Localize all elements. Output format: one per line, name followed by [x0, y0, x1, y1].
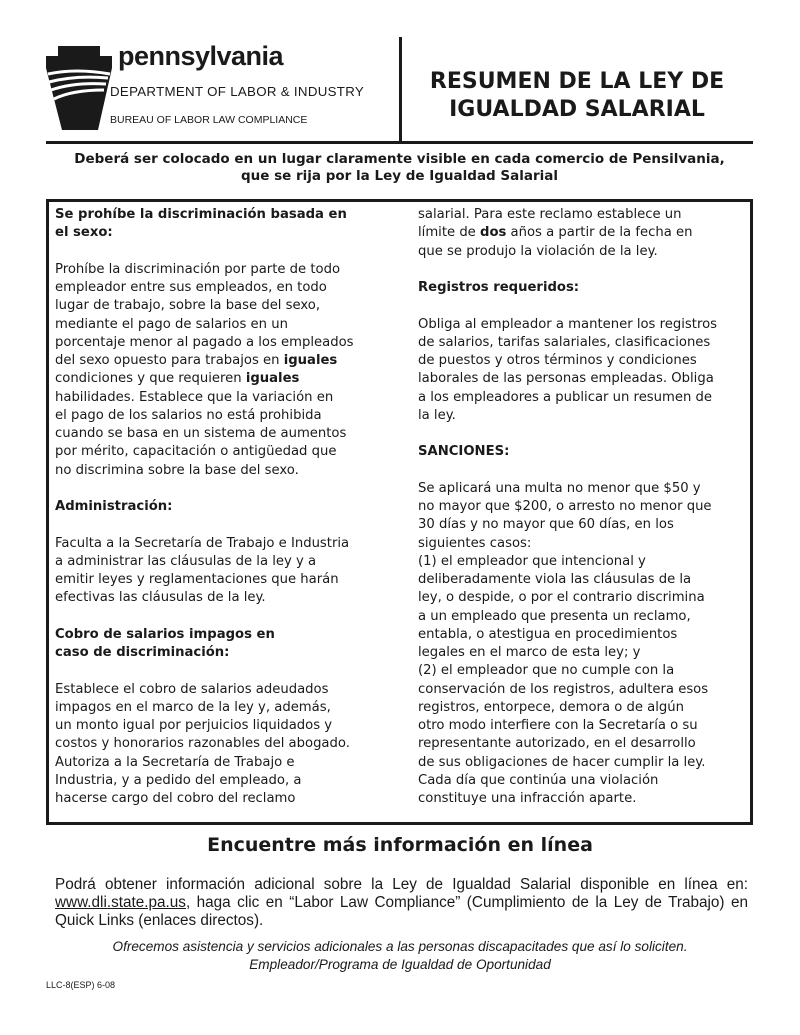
text-line: [418, 261, 717, 279]
bold-text: iguales: [245, 371, 300, 387]
notice-line: Deberá ser colocado en un lugar claramente visible en cada comercio de Pensilvania,: [74, 151, 725, 167]
bold-text: Registros requeridos:: [418, 280, 580, 295]
text-line: [418, 480, 717, 498]
text: años a partir de la fecha en: [506, 225, 693, 241]
text-line: [55, 571, 354, 589]
text: constituye una infracción aparte.: [418, 791, 637, 806]
text-line: [418, 407, 717, 425]
text-line: [55, 735, 354, 753]
text-line: [55, 443, 354, 461]
text: de sus obligaciones de hacer cumplir la ley.: [418, 754, 706, 770]
text: cuando se basa en un sistema de aumentos: [55, 426, 347, 441]
text-line: [55, 224, 354, 242]
text: Prohíbe la discriminación por parte de todo: [55, 261, 341, 277]
text-line: [55, 644, 354, 662]
text: no mayor que $200, o arresto no menor que: [418, 499, 712, 514]
text-line: [55, 352, 354, 370]
text: un monto igual por perjuicios liquidados y: [55, 718, 333, 733]
text-line: [55, 279, 354, 297]
text: otro modo interfiere con la Secretaría o su: [418, 718, 698, 733]
header-divider-vertical: [399, 37, 402, 142]
text: (2) el empleador que no cumple con la: [418, 663, 675, 679]
text: impagos en el marco de la ley y, además,: [55, 699, 331, 715]
text-line: [55, 389, 354, 407]
text: Industria, y a pedido del empleado, a: [55, 772, 302, 788]
paragraph-text: , haga clic en “Labor Law Compliance” (Cumplimiento de la Ley de Trabajo) en Quick Links (enlaces directos).: [55, 894, 748, 929]
text-line: [418, 316, 717, 334]
bold-text: Cobro de salarios impagos en: [55, 626, 275, 642]
text: legales en el marco de esta ley; y: [418, 645, 641, 660]
pa-dli-logo: [46, 41, 366, 134]
text: el pago de los salarios no está prohibida: [55, 407, 322, 423]
more-info-heading: Encuentre más información en línea: [207, 834, 593, 856]
text: a los empleadores a publicar un resumen de: [418, 389, 713, 405]
text: habilidades. Establece que la variación en: [55, 389, 334, 405]
text: condiciones y que requieren: [55, 371, 246, 387]
brand-name: pennsylvania: [118, 41, 284, 71]
text-line: [55, 480, 354, 498]
text-line: [418, 206, 717, 224]
text-line: [55, 608, 354, 626]
text-line: [55, 589, 354, 607]
text-line: [418, 334, 717, 352]
dli-website-link[interactable]: www.dli.state.pa.us: [55, 894, 186, 911]
text: conservación de los registros, adultera esos: [418, 681, 709, 697]
text: porcentaje menor al pagado a los empleados: [55, 334, 354, 350]
text-line: [55, 407, 354, 425]
bold-text: caso de discriminación:: [55, 645, 230, 660]
text: Autoriza a la Secretaría de Trabajo e: [55, 754, 295, 770]
text-line: [418, 462, 717, 480]
text: emitir leyes y reglamentaciones que harán: [55, 572, 339, 587]
text-line: [418, 243, 717, 261]
text: Se aplicará una multa no menor que $50 y: [418, 480, 701, 496]
text-line: [418, 681, 717, 699]
text: Cada día que continúa una violación: [418, 772, 659, 788]
text-line: [418, 516, 717, 534]
text-line: [55, 425, 354, 443]
left-column: [55, 206, 354, 808]
text-line: [55, 297, 354, 315]
bureau-name: BUREAU OF LABOR LAW COMPLIANCE: [110, 114, 308, 126]
text-line: [55, 334, 354, 352]
text-line: [55, 498, 354, 516]
text-line: [55, 316, 354, 334]
text: lugar de trabajo, sobre la base del sexo,: [55, 298, 321, 314]
text-line: [55, 462, 354, 480]
more-info-paragraph: [55, 876, 748, 930]
text-line: [55, 206, 354, 224]
text-line: [55, 790, 354, 808]
department-name: DEPARTMENT OF LABOR & INDUSTRY: [110, 84, 365, 99]
text-line: [418, 279, 717, 297]
text: efectivas las cláusulas de la ley.: [55, 590, 266, 606]
text: salarial. Para este reclamo establece un: [418, 207, 682, 222]
text: laborales de las personas empleadas. Obliga: [418, 371, 714, 387]
text: Establece el cobro de salarios adeudados: [55, 681, 329, 697]
text-line: [55, 535, 354, 553]
text: 30 días y no mayor que 60 días, en los: [418, 517, 674, 533]
statement-line: Ofrecemos asistencia y servicios adicionales a las personas discapacitades que así lo soliciten.: [112, 939, 688, 954]
keystone-icon: [46, 44, 112, 130]
text: por mérito, capacitación o antigüedad que: [55, 444, 337, 460]
title-line: RESUMEN DE LA LEY DE: [429, 69, 725, 94]
bold-text: SANCIONES:: [418, 444, 510, 460]
text: de puestos y otros términos y condiciones: [418, 353, 697, 368]
text-line: [418, 297, 717, 315]
text: deliberadamente viola las cláusulas de la: [418, 572, 692, 587]
text: no discrimina sobre la base del sexo.: [55, 462, 299, 478]
text: registros, entorpece, demora o de algún: [418, 699, 685, 715]
text-line: [55, 243, 354, 261]
text-line: [418, 699, 717, 717]
text-line: [418, 370, 717, 388]
bold-text: dos: [480, 225, 507, 241]
text-line: [418, 790, 717, 808]
text-line: [55, 553, 354, 571]
form-code: LLC-8(ESP) 6-08: [46, 980, 116, 990]
text: entabla, o atestigua en procedimientos: [418, 626, 678, 642]
text-line: [418, 224, 717, 242]
accessibility-statement: [0, 938, 800, 973]
text: de salarios, tarifas salariales, clasificaciones: [418, 334, 711, 350]
text-line: [418, 717, 717, 735]
text-line: [418, 535, 717, 553]
text-line: [55, 261, 354, 279]
text: que se produjo la violación de la ley.: [418, 243, 658, 259]
text-line: [418, 571, 717, 589]
text-line: [55, 681, 354, 699]
text: a administrar las cláusulas de la ley y a: [55, 553, 317, 569]
text-line: [418, 644, 717, 662]
text-line: [418, 389, 717, 407]
text: costos y honorarios razonables del abogado.: [55, 736, 350, 752]
text: Obliga al empleador a mantener los registros: [418, 316, 718, 332]
statement-line: Empleador/Programa de Igualdad de Oportunidad: [249, 956, 551, 972]
page-title: [403, 68, 751, 124]
bold-text: Administración:: [55, 499, 173, 514]
text-line: [418, 589, 717, 607]
text-line: [55, 717, 354, 735]
text-line: [55, 626, 354, 644]
text: empleador entre sus empleados, en todo: [55, 280, 327, 295]
text: límite de: [418, 225, 480, 241]
text: (1) el empleador que intencional y: [418, 553, 646, 569]
text-line: [418, 772, 717, 790]
text-line: [418, 735, 717, 753]
paragraph-text: Podrá obtener información adicional sobre la Ley de Igualdad Salarial disponible en línea en:: [55, 876, 748, 893]
text: siguientes casos:: [418, 535, 532, 551]
text: mediante el pago de salarios en un: [55, 316, 288, 332]
text-line: [55, 370, 354, 388]
text-line: [418, 608, 717, 626]
text-line: [418, 553, 717, 571]
text-line: [418, 662, 717, 680]
text-line: [55, 662, 354, 680]
text-line: [418, 352, 717, 370]
bold-text: el sexo:: [55, 225, 113, 241]
text: del sexo opuesto para trabajos en: [55, 353, 284, 368]
notice-line: que se rija por la Ley de Igualdad Salarial: [240, 168, 559, 184]
text: Faculta a la Secretaría de Trabajo e Industria: [55, 535, 350, 551]
text: hacerse cargo del cobro del reclamo: [55, 791, 296, 806]
text-line: [418, 626, 717, 644]
text-line: [55, 699, 354, 717]
header-divider-horizontal: [46, 141, 753, 144]
text: representante autorizado, en el desarrollo: [418, 736, 696, 752]
bold-text: Se prohíbe la discriminación basada en: [55, 207, 347, 222]
text-line: [55, 772, 354, 790]
text: la ley.: [418, 407, 456, 423]
posting-notice: [46, 151, 753, 185]
right-column: [418, 206, 717, 808]
title-line: IGUALDAD SALARIAL: [449, 97, 705, 122]
text-line: [55, 516, 354, 534]
text: ley, o despide, o por el contrario discrimina: [418, 590, 705, 606]
text-line: [418, 425, 717, 443]
text-line: [418, 498, 717, 516]
bold-text: iguales: [283, 353, 338, 368]
text-line: [55, 754, 354, 772]
text-line: [418, 443, 717, 461]
text: a un empleado que presenta un reclamo,: [418, 608, 691, 624]
text-line: [418, 754, 717, 772]
